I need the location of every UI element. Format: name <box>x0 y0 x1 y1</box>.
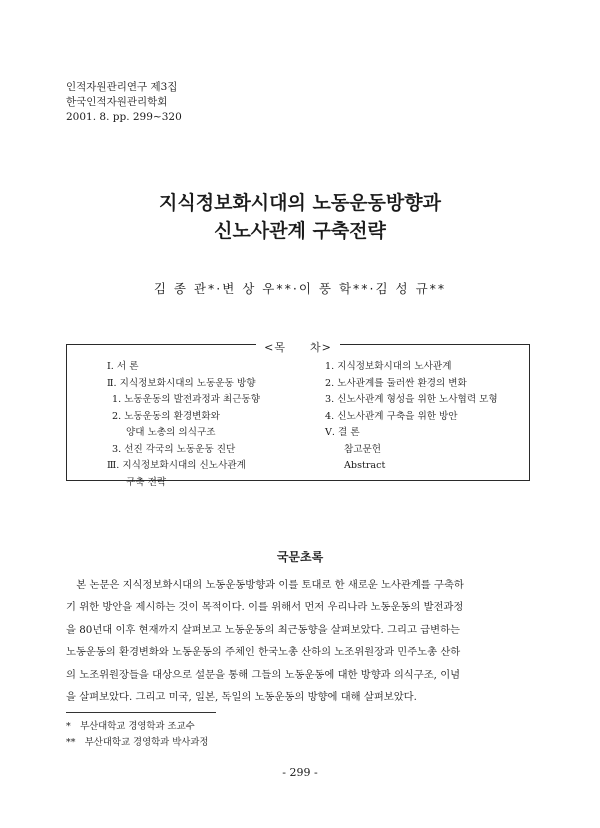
footnotes <box>66 719 208 751</box>
toc-item: Ⅴ. 결 론 <box>325 427 360 438</box>
abstract-title: 국문초록 <box>276 550 324 564</box>
paper-title-line-1: 지식정보화시대의 노동운동방향과 <box>159 192 441 214</box>
table-of-contents <box>66 341 530 488</box>
page-number: - 299 - <box>282 766 318 779</box>
toc-item: Ⅰ. 서 론 <box>107 361 139 372</box>
toc-item: 2. 노사관계를 둘러싼 환경의 변화 <box>325 377 467 389</box>
issue-info: 2001. 8. pp. 299∼320 <box>66 111 182 123</box>
toc-item: 구축 전략 <box>126 476 167 488</box>
toc-item: 3. 선진 각국의 노동운동 진단 <box>112 443 236 455</box>
toc-left-column <box>107 359 260 491</box>
footnote-divider <box>66 712 216 713</box>
society-name: 한국인적자원관리학회 <box>66 96 168 108</box>
abstract-body <box>66 574 536 708</box>
paper-title-line-2: 신노사관계 구축전략 <box>214 220 386 242</box>
toc-item: Ⅱ. 지식정보화시대의 노동운동 방향 <box>107 377 256 389</box>
abstract-line: 본 논문은 지식정보화시대의 노동운동방향과 이를 토대로 한 새로운 노사관계를 구축하 <box>66 579 464 591</box>
abstract-line: 의 노조위원장들을 대상으로 설문을 통해 그들의 노동운동에 대한 방향과 의식구조, 이념 <box>66 668 461 681</box>
abstract-line: 노동운동의 환경변화와 노동운동의 주체인 한국노총 산하의 노조위원장과 민주노총 산하 <box>66 646 461 659</box>
toc-item: 3. 신노사관계 형성을 위한 노사협력 모형 <box>325 394 498 405</box>
toc-item: 2. 노동운동의 환경변화와 <box>112 410 220 422</box>
toc-item: Ⅲ. 지식정보화시대의 신노사관계 <box>107 460 246 471</box>
toc-heading: <목 차> <box>256 341 340 354</box>
toc-item: 양대 노총의 의식구조 <box>126 427 216 438</box>
toc-item: 4. 신노사관계 구축을 위한 방안 <box>325 410 458 422</box>
toc-item: 참고문헌 <box>344 443 382 455</box>
journal-name: 인적자원관리연구 제3집 <box>66 81 178 93</box>
toc-item: 1. 지식정보화시대의 노사관계 <box>325 361 452 372</box>
footnote: * 부산대학교 경영학과 조교수 <box>66 721 195 732</box>
abstract-line: 을 80년대 이후 현재까지 살펴보고 노동운동의 최근동향을 살펴보았다. 그리고 급변하는 <box>66 623 460 636</box>
abstract-line: 을 살펴보았다. 그리고 미국, 일본, 독일의 노동운동의 방향에 대해 살펴보았다. <box>66 691 417 704</box>
journal-header <box>66 80 182 125</box>
toc-right-column <box>325 359 498 475</box>
author-list: 김 종 관*·변 상 우**·이 풍 학**·김 성 규** <box>153 281 447 296</box>
abstract-line: 기 위한 방안을 제시하는 것이 목적이다. 이를 위해서 먼저 우리나라 노동운동의 발전과정 <box>66 601 464 614</box>
toc-item: 1. 노동운동의 발전과정과 최근동향 <box>112 394 261 405</box>
footnote: ** 부산대학교 경영학과 박사과정 <box>66 737 209 748</box>
toc-item: Abstract <box>344 460 386 471</box>
